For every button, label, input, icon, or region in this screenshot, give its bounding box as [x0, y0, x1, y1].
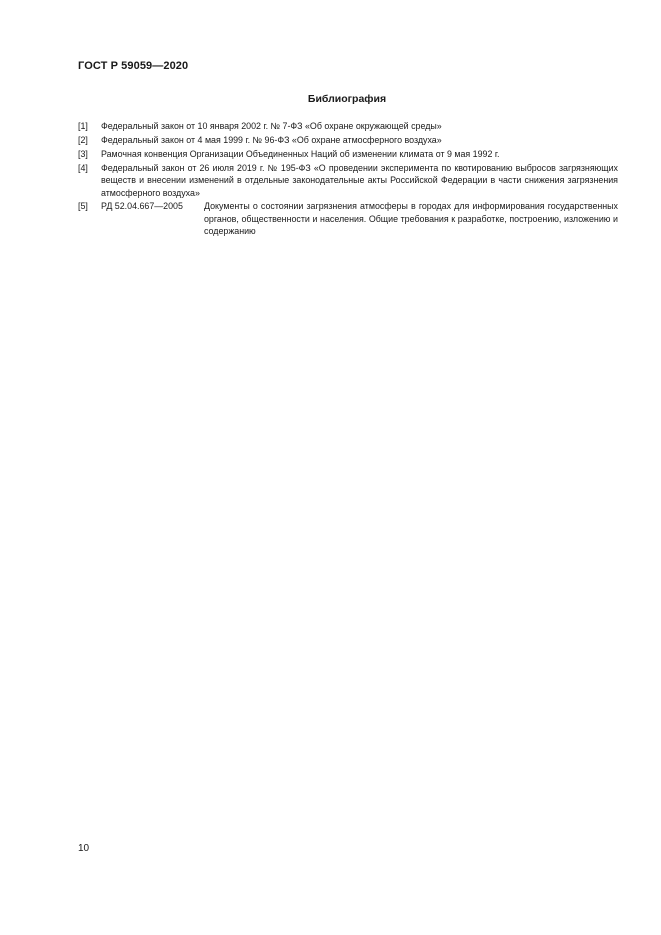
bibliography-entry	[78, 162, 618, 199]
bibliography-entry	[78, 134, 618, 146]
entry-text: Федеральный закон от 4 мая 1999 г. № 96-ФЗ «Об охране атмосферного воздуха»	[101, 134, 442, 145]
entry-number: [3]	[78, 148, 88, 159]
document-code: РД 52.04.667—2005	[101, 201, 183, 212]
section-title: Библиография	[307, 93, 387, 105]
standard-designation: ГОСТ Р 59059—2020	[78, 60, 189, 72]
entry-number: [1]	[78, 121, 88, 131]
entry-text: Федеральный закон от 26 июля 2019 г. № 195-ФЗ «О проведении эксперимента по квотированию выбросов загрязняющих веществ и внесении изменений в отдельные законодательные акты Российской Федерации в части снижения загрязнения атмосферного воздуха»	[101, 162, 618, 198]
bibliography-entry	[78, 200, 618, 237]
entry-text: Федеральный закон от 10 января 2002 г. № 7-ФЗ «Об охране окружающей среды»	[101, 121, 442, 131]
entry-text: Документы о состоянии загрязнения атмосферы в городах для информирования государственных органов, общественности и населения. Общие требования к разработке, построению, изложению и содержанию	[204, 201, 618, 237]
bibliography-entry	[78, 120, 618, 132]
entry-number: [2]	[78, 134, 88, 145]
bibliography-list	[78, 120, 618, 239]
entry-text: Рамочная конвенция Организации Объединенных Наций об изменении климата от 9 мая 1992 г.	[101, 148, 500, 159]
entry-number: [4]	[78, 162, 88, 173]
entry-number: [5]	[78, 201, 88, 212]
page-number: 10	[78, 843, 90, 854]
bibliography-entry	[78, 148, 618, 160]
